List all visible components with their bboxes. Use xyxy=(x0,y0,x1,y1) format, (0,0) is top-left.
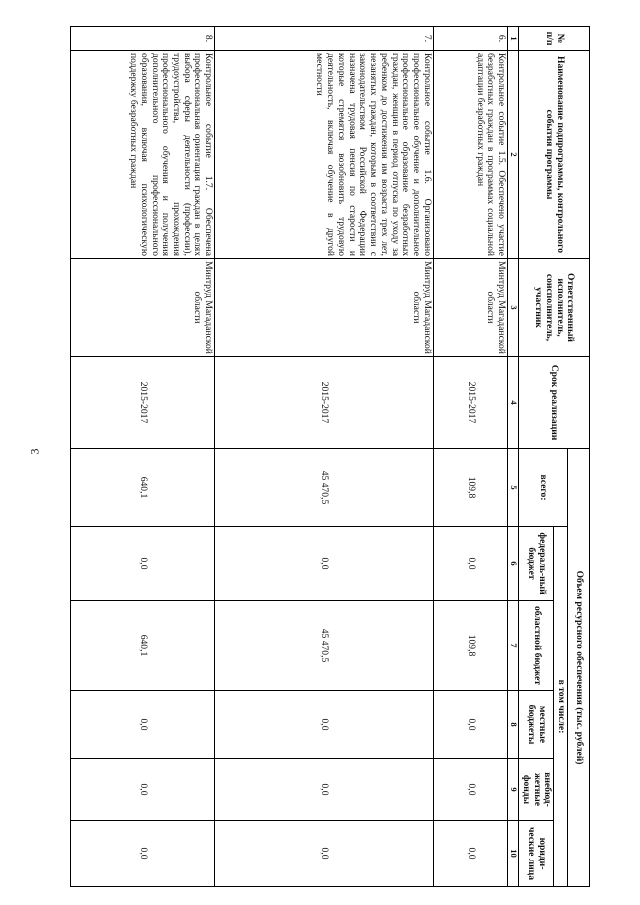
row-legal: 0,0 xyxy=(433,821,507,887)
row-num: 7. xyxy=(215,27,434,51)
col-number: 10 xyxy=(508,821,519,887)
row-executor: Минтруд Магаданской области xyxy=(71,259,215,357)
row-total: 45 470,5 xyxy=(215,449,434,527)
row-federal: 0,0 xyxy=(433,527,507,601)
row-legal: 0,0 xyxy=(71,821,215,887)
row-name: Контрольное событие 1.7. Обеспечена профессиональная ориентация граждан в целях выбора сферы деятельности (профессии), трудоустройства, прохождения профессионального обучения и получения дополнительного профессионального образования, включая психологическую поддержку безработных граждан xyxy=(71,51,215,259)
header-legal: юриди-ческие лица xyxy=(519,821,554,887)
header-extra: внебюд-жетные фонды xyxy=(519,759,554,821)
row-extra: 0,0 xyxy=(71,759,215,821)
row-total: 640,1 xyxy=(71,449,215,527)
row-local: 0,0 xyxy=(433,691,507,759)
header-period: Срок реализации xyxy=(519,357,590,449)
header-federal: федераль-ный бюджет xyxy=(519,527,554,601)
table-row xyxy=(215,27,434,887)
col-number: 3 xyxy=(508,259,519,357)
col-number: 6 xyxy=(508,527,519,601)
row-federal: 0,0 xyxy=(215,527,434,601)
row-regional: 640,1 xyxy=(71,601,215,691)
row-regional: 109,8 xyxy=(433,601,507,691)
header-executor: Ответственный исполнитель, соисполнитель, участник xyxy=(519,259,590,357)
row-period: 2015-2017 xyxy=(433,357,507,449)
header-regional: областной бюджет xyxy=(519,601,554,691)
header-funding-total: Объем ресурсного обеспечения (тыс. рублей) xyxy=(568,449,590,887)
row-period: 2015-2017 xyxy=(71,357,215,449)
col-number: 5 xyxy=(508,449,519,527)
table-row xyxy=(433,27,507,887)
col-number: 1 xyxy=(508,27,519,51)
row-name: Контрольное событие 1.5. Обеспечено участие безработных граждан в программах социальной адаптации безработных граждан xyxy=(433,51,507,259)
col-number: 2 xyxy=(508,51,519,259)
row-period: 2015-2017 xyxy=(215,357,434,449)
col-number: 9 xyxy=(508,759,519,821)
row-regional: 45 470,5 xyxy=(215,601,434,691)
header-including: в том числе: xyxy=(554,527,568,887)
page-number: 3 xyxy=(27,448,42,455)
funding-table xyxy=(70,26,590,887)
row-legal: 0,0 xyxy=(215,821,434,887)
row-num: 6. xyxy=(433,27,507,51)
row-executor: Минтруд Магаданской области xyxy=(433,259,507,357)
rotated-table-container xyxy=(70,26,590,886)
column-number-row xyxy=(508,27,519,887)
row-local: 0,0 xyxy=(215,691,434,759)
header-num: № п/п xyxy=(519,27,590,51)
header-local: местные бюджеты xyxy=(519,691,554,759)
row-federal: 0,0 xyxy=(71,527,215,601)
row-name: Контрольное событие 1.6. Организовано профессиональное обучение и дополнительное профессиональное образование безработных граждан, женщин в период отпуска по уходу за ребенком до достижения им возраста трех лет, незанятых граждан, которым в соответствии с законодательством Российской Федерации назначена трудовая пенсия по старости и которые стремятся возобновить трудовую деятельность, включая обучение в другой местности xyxy=(215,51,434,259)
header-name: Наименование подпрограммы, контрольного события программы xyxy=(519,51,590,259)
table-row xyxy=(71,27,215,887)
row-total: 109,8 xyxy=(433,449,507,527)
col-number: 4 xyxy=(508,357,519,449)
col-number: 8 xyxy=(508,691,519,759)
row-num: 8. xyxy=(71,27,215,51)
row-extra: 0,0 xyxy=(215,759,434,821)
col-number: 7 xyxy=(508,601,519,691)
row-extra: 0,0 xyxy=(433,759,507,821)
row-executor: Минтруд Магаданской области xyxy=(215,259,434,357)
row-local: 0,0 xyxy=(71,691,215,759)
header-total: всего: xyxy=(519,449,568,527)
